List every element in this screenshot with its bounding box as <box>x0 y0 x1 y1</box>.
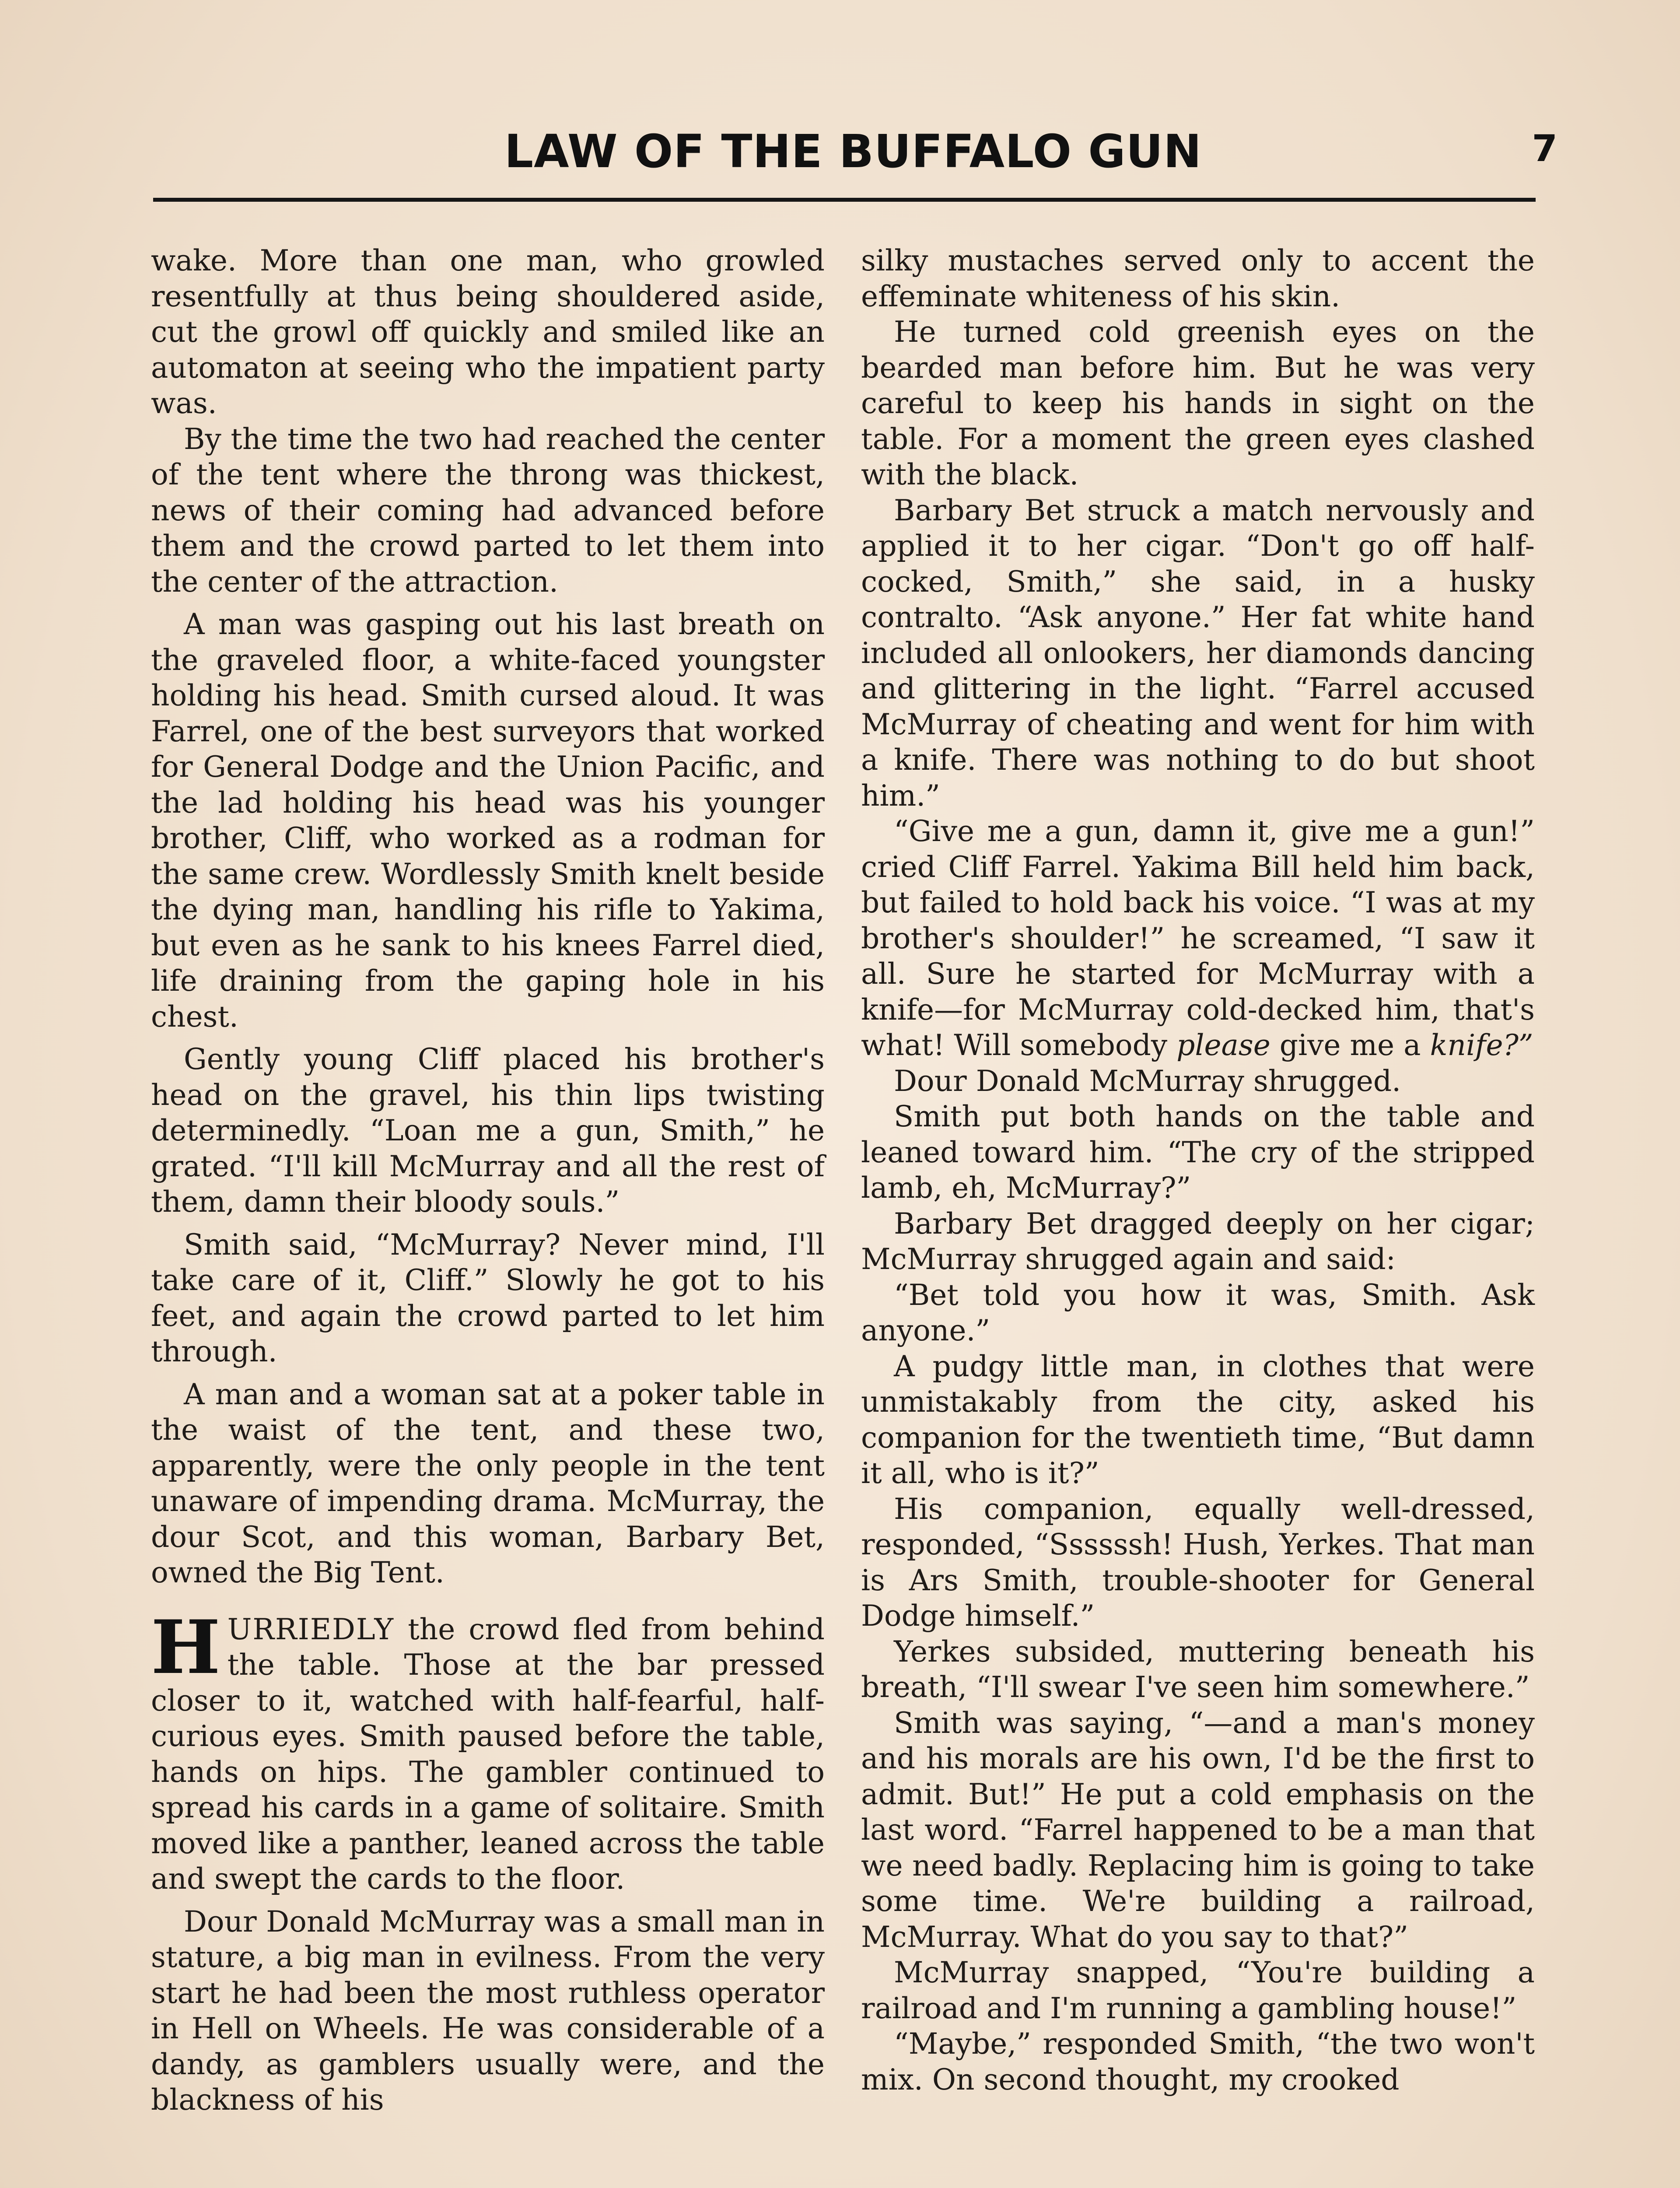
paragraph: McMurray snapped, “You're building a railroad and I'm running a gambling house!” <box>861 1956 1535 2025</box>
paragraph-text: “Give me a gun, damn it, give me a gun!” cried Cliff Farrel. Yakima Bill held him back, but failed to hold back his voice. “I was at my brother's shoulder!” he screamed, “I saw it all. Sure he started for McMurray with a knife—for McMurray cold-decked him, that's what! Will somebody <box>861 814 1535 1062</box>
emphasis: please <box>1176 1028 1270 1062</box>
paragraph: A man and a woman sat at a poker table in the waist of the tent, and these two, apparently, were the only people in the tent unaware of impending drama. McMurray, the dour Scot, and this woman, Barbary Bet, owned the Big Tent. <box>151 1377 825 1589</box>
paragraph: “Bet told you how it was, Smith. Ask anyone.” <box>861 1278 1535 1347</box>
paragraph: wake. More than one man, who growled resentfully at thus being shouldered aside, cut the growl off quickly and smiled like an automaton at seeing who the impatient party was. <box>151 244 825 420</box>
paragraph: He turned cold greenish eyes on the bearded man before him. But he was very careful to keep his hands in sight on the table. For a moment the green eyes clashed with the black. <box>861 315 1535 491</box>
paragraph: Yerkes subsided, muttering beneath his breath, “I'll swear I've seen him somewhere.” <box>861 1634 1535 1704</box>
paragraph: Smith put both hands on the table and leaned toward him. “The cry of the stripped lamb, eh, McMurray?” <box>861 1100 1535 1205</box>
paragraph <box>861 813 1535 1063</box>
paragraph: Smith was saying, “—and a man's money and his morals are his own, I'd be the first to admit. But!” He put a cold emphasis on the last word. “Farrel happened to be a man that we need badly. Replacing him is going to take some time. We're building a railroad, McMurray. What do you say to that?” <box>861 1706 1535 1954</box>
paragraph-text: the crowd fled from behind the table. Those at the bar pressed closer to it, watched with half-fearful, half-curious eyes. Smith paused before the table, hands on hips. The gambler continued to spread his cards in a game of solitaire. Smith moved like a panther, leaned across the table and swept the cards to the floor. <box>151 1612 825 1896</box>
right-text-column <box>861 243 1535 2097</box>
paragraph: Gently young Cliff placed his brother's head on the gravel, his thin lips twisting determinedly. “Loan me a gun, Smith,” he grated. “I'll kill McMurray and all the rest of them, damn their bloody souls.” <box>151 1042 825 1219</box>
paragraph: A pudgy little man, in clothes that were unmistakably from the city, asked his companion for the twentieth time, “But damn it all, who is it?” <box>861 1349 1535 1490</box>
paragraph: Dour Donald McMurray shrugged. <box>894 1064 1401 1098</box>
paragraph: Barbary Bet struck a match nervously and applied it to her cigar. “Don't go off half-cocked, Smith,” she said, in a husky contralto. “Ask anyone.” Her fat white hand included all onlookers, her diamonds dancing and glittering in the light. “Farrel accused McMurray of cheating and went for him with a knife. There was nothing to do but shoot him.” <box>861 493 1535 813</box>
page-header-title: LAW OF THE BUFFALO GUN <box>504 125 1202 178</box>
paragraph: His companion, equally well-dressed, responded, “Ssssssh! Hush, Yerkes. That man is Ars Smith, trouble-shooter for General Dodge himself.” <box>861 1492 1535 1633</box>
drop-cap: H <box>151 1603 220 1690</box>
header-rule <box>153 198 1536 202</box>
section-paragraph <box>151 1603 825 1897</box>
paragraph: Dour Donald McMurray was a small man in stature, a big man in evilness. From the very start he had been the most ruthless operator in Hell on Wheels. He was considerable of a dandy, as gamblers usually were, and the blackness of his <box>151 1904 825 2117</box>
paragraph-text: give me a <box>1270 1028 1430 1062</box>
paragraph: “Maybe,” responded Smith, “the two won't mix. On second thought, my crooked <box>861 2027 1535 2097</box>
emphasis: knife?” <box>1430 1028 1533 1062</box>
paragraph: Barbary Bet dragged deeply on her cigar; McMurray shrugged again and said: <box>861 1206 1535 1276</box>
left-text-column <box>151 243 825 2118</box>
paragraph: A man was gasping out his last breath on the graveled floor, a white-faced youngster holding his head. Smith cursed aloud. It was Farrel, one of the best surveyors that worked for General Dodge and the Union Pacific, and the lad holding his head was his younger brother, Cliff, who worked as a rodman for the same crew. Wordlessly Smith knelt beside the dying man, handling his rifle to Yakima, but even as he sank to his knees Farrel died, life draining from the gaping hole in his chest. <box>151 607 825 1034</box>
lead-word: URRIEDLY <box>227 1612 395 1646</box>
page-number: 7 <box>1532 127 1558 170</box>
paragraph: silky mustaches served only to accent the effeminate whiteness of his skin. <box>861 244 1535 313</box>
paragraph: Smith said, “McMurray? Never mind, I'll take care of it, Cliff.” Slowly he got to his feet, and again the crowd parted to let him through. <box>151 1227 825 1368</box>
paragraph: By the time the two had reached the center of the tent where the throng was thickest, news of their coming had advanced before them and the crowd parted to let them into the center of the attraction. <box>151 422 825 599</box>
